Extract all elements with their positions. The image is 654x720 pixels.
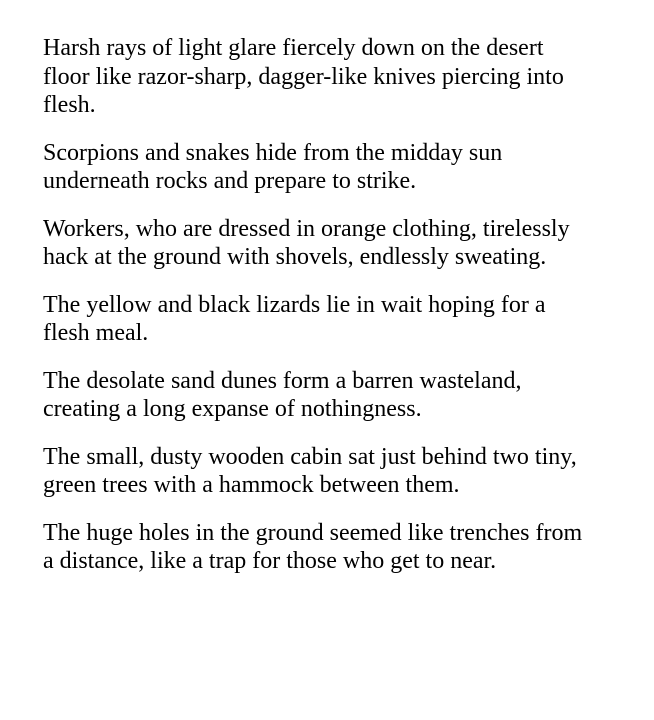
document-body: [43, 34, 643, 595]
paragraph-workers: Workers, who are dressed in orange clothing, tirelessly hack at the ground with shovels, endlessly sweating.: [43, 215, 570, 270]
paragraph-desert-light: Harsh rays of light glare fiercely down on the desert floor like razor-sharp, dagger-like knives piercing into flesh.: [43, 35, 564, 118]
paragraph-scorpions-snakes: Scorpions and snakes hide from the midday sun underneath rocks and prepare to strike.: [43, 139, 503, 194]
paragraph-holes: The huge holes in the ground seemed like trenches from a distance, like a trap for those who get to near.: [43, 519, 583, 574]
paragraph-lizards: The yellow and black lizards lie in wait hoping for a flesh meal.: [43, 291, 546, 346]
paragraph-cabin: The small, dusty wooden cabin sat just behind two tiny, green trees with a hammock between them.: [43, 443, 577, 498]
paragraph-sand-dunes: The desolate sand dunes form a barren wasteland, creating a long expanse of nothingness.: [43, 367, 522, 422]
